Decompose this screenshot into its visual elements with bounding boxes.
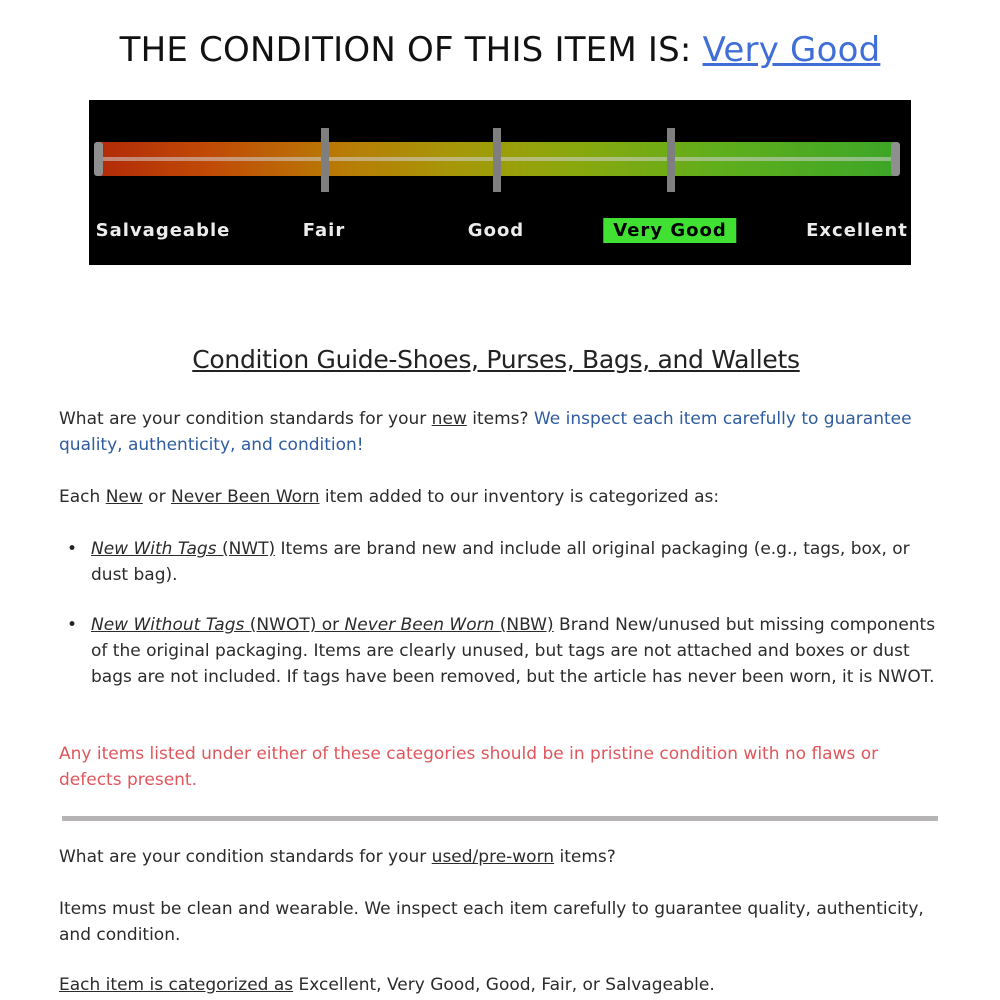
guide-title: Condition Guide-Shoes, Purses, Bags, and Wallets xyxy=(192,345,800,374)
new-categories-intro xyxy=(59,484,939,510)
question-text: What are your condition standards for your xyxy=(59,409,432,429)
nwot-description: Brand New/unused but missing components of the original packaging. Items are clearly unused, but tags are not attached and boxes or dust bags are not included. If tags have been removed, but the article has never been worn, it is NWOT. xyxy=(91,615,936,687)
pristine-warning-text: Any items listed under either of these categories should be in pristine condition with no flaws or defects present. xyxy=(59,744,879,790)
nbw-abbr: (NBW) xyxy=(499,615,554,635)
used-standards-text xyxy=(59,896,939,948)
meter-label-fair: Fair xyxy=(302,220,346,241)
used-description: Items must be clean and wearable. We inspect each item carefully to guarantee quality, authenticity, and condition. xyxy=(59,899,924,945)
new-term: New xyxy=(105,487,143,507)
nwot-abbr: (NWOT) xyxy=(249,615,317,635)
meter-label-excellent: Excellent xyxy=(806,220,908,241)
question-text: items? xyxy=(554,847,616,867)
pristine-warning xyxy=(59,741,939,793)
meter-right-cap xyxy=(891,142,900,176)
used-term: used/pre-worn xyxy=(431,847,555,867)
list-item-nwt xyxy=(59,536,939,588)
meter-label-good: Good xyxy=(467,220,525,241)
meter-tick xyxy=(321,128,329,192)
new-term: new xyxy=(431,409,467,429)
meter-tick xyxy=(667,128,675,192)
nwt-abbr: (NWT) xyxy=(221,539,276,559)
condition-heading xyxy=(0,30,1000,70)
nwt-term: New With Tags xyxy=(91,539,222,559)
intro-text: item added to our inventory is categorized as: xyxy=(319,487,720,507)
or-text: or xyxy=(316,615,345,635)
condition-link[interactable]: Very Good xyxy=(702,30,881,70)
categories-list-text: Excellent, Very Good, Good, Fair, or Salvageable. xyxy=(293,975,715,995)
never-been-worn-term: Never Been Worn xyxy=(170,487,320,507)
question-text: What are your condition standards for your xyxy=(59,847,432,867)
used-categories xyxy=(59,972,939,998)
inspection-note: We inspect each item carefully to guarantee quality, authenticity, and condition! xyxy=(59,409,912,455)
meter-tick xyxy=(493,128,501,192)
meter-left-cap xyxy=(94,142,103,176)
intro-text: Each xyxy=(59,487,106,507)
condition-heading-prefix: THE CONDITION OF THIS ITEM IS: xyxy=(119,30,703,70)
intro-text: or xyxy=(142,487,171,507)
meter-label-very-good: Very Good xyxy=(603,218,736,243)
question-text: items? xyxy=(466,409,534,429)
section-divider xyxy=(62,816,938,821)
new-standards-question xyxy=(59,406,939,458)
meter-label-salvageable: Salvageable xyxy=(95,220,231,241)
used-standards-question xyxy=(59,844,939,870)
condition-meter xyxy=(89,100,911,265)
list-item-nwot xyxy=(59,612,939,690)
nwot-term: New Without Tags xyxy=(91,615,250,635)
categorized-term: Each item is categorized as xyxy=(59,975,294,995)
nwt-description: Items are brand new and include all original packaging (e.g., tags, box, or dust bag). xyxy=(91,539,910,585)
nbw-term: Never Been Worn xyxy=(344,615,500,635)
